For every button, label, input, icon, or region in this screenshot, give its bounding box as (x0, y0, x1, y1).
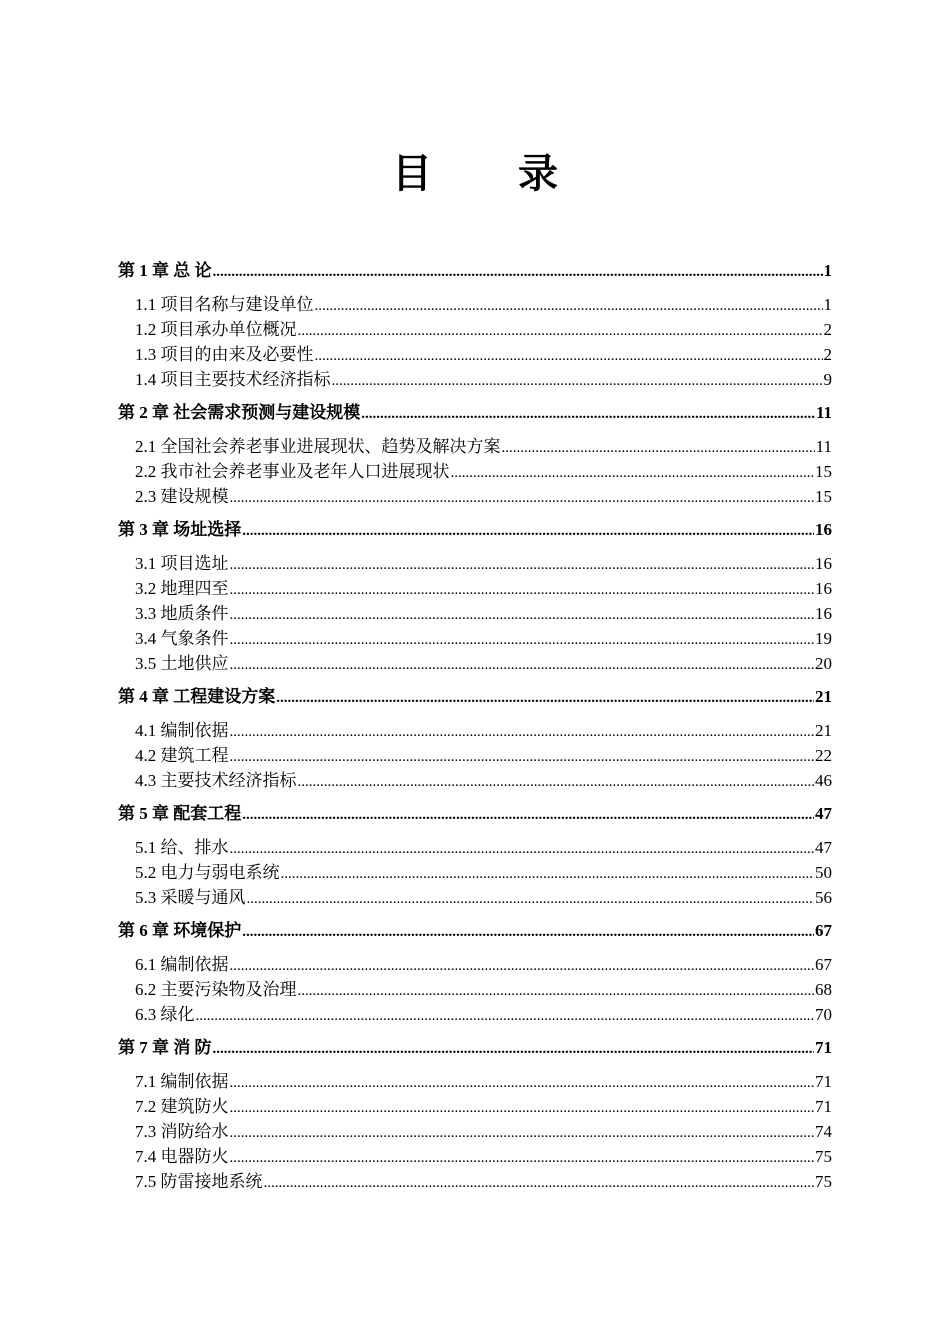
toc-section-page-number: 46 (815, 771, 832, 790)
toc-chapter-label: 第 1 章 总 论 (118, 261, 212, 280)
toc-spacer (118, 710, 832, 718)
toc-section-page-number: 9 (823, 370, 832, 389)
toc-section-entry[interactable] (118, 952, 832, 977)
toc-leader-dots (361, 401, 815, 427)
toc-leader-dots (230, 578, 815, 603)
toc-leader-dots (276, 685, 814, 711)
toc-chapter-label: 第 7 章 消 防 (118, 1038, 212, 1057)
toc-spacer (118, 944, 832, 952)
toc-section-page-number: 20 (815, 654, 832, 673)
toc-chapter-page-number: 71 (815, 1038, 832, 1057)
toc-leader-dots (298, 319, 823, 344)
toc-leader-dots (451, 461, 815, 486)
toc-chapter-group (118, 684, 832, 793)
toc-section-label: 3.2 地理四至 (135, 579, 229, 598)
toc-leader-dots (230, 603, 815, 628)
toc-leader-dots (230, 837, 815, 862)
toc-leader-dots (230, 954, 815, 979)
toc-section-page-number: 19 (815, 629, 832, 648)
toc-chapter-page-number: 47 (815, 804, 832, 823)
toc-leader-dots (502, 436, 815, 461)
toc-section-entry[interactable] (118, 860, 832, 885)
toc-section-entry[interactable] (118, 317, 832, 342)
toc-section-page-number: 1 (823, 295, 832, 314)
toc-section-entry[interactable] (118, 367, 832, 392)
toc-chapter-entry[interactable] (118, 258, 832, 284)
toc-leader-dots (230, 553, 815, 578)
toc-section-entry[interactable] (118, 1119, 832, 1144)
toc-leader-dots (213, 259, 823, 285)
toc-section-page-number: 56 (815, 888, 832, 907)
toc-section-page-number: 22 (815, 746, 832, 765)
toc-leader-dots (298, 770, 815, 795)
toc-leader-dots (230, 1146, 815, 1171)
toc-section-entry[interactable] (118, 977, 832, 1002)
toc-leader-dots (230, 1121, 815, 1146)
toc-section-entry[interactable] (118, 601, 832, 626)
toc-section-label: 4.3 主要技术经济指标 (135, 771, 297, 790)
toc-leader-dots (230, 720, 815, 745)
toc-section-label: 2.2 我市社会养老事业及老年人口进展现状 (135, 462, 450, 481)
toc-section-label: 5.3 采暖与通风 (135, 888, 246, 907)
toc-section-entry[interactable] (118, 459, 832, 484)
toc-leader-dots (230, 745, 815, 770)
toc-leader-dots (242, 919, 814, 945)
toc-leader-dots (315, 294, 823, 319)
toc-section-label: 6.1 编制依据 (135, 955, 229, 974)
toc-leader-dots (281, 862, 815, 887)
toc-section-label: 4.2 建筑工程 (135, 746, 229, 765)
toc-chapter-entry[interactable] (118, 801, 832, 827)
toc-section-page-number: 16 (815, 579, 832, 598)
toc-section-page-number: 21 (815, 721, 832, 740)
toc-leader-dots (315, 344, 823, 369)
toc-section-entry[interactable] (118, 551, 832, 576)
toc-leader-dots (230, 1096, 815, 1121)
toc-leader-dots (242, 518, 814, 544)
toc-section-entry[interactable] (118, 576, 832, 601)
toc-section-label: 4.1 编制依据 (135, 721, 229, 740)
toc-chapter-entry[interactable] (118, 918, 832, 944)
toc-section-label: 3.5 土地供应 (135, 654, 229, 673)
toc-section-entry[interactable] (118, 743, 832, 768)
toc-chapter-label: 第 2 章 社会需求预测与建设规模 (118, 403, 361, 422)
toc-section-page-number: 70 (815, 1005, 832, 1024)
toc-section-entry[interactable] (118, 1069, 832, 1094)
toc-chapter-entry[interactable] (118, 1035, 832, 1061)
toc-spacer (118, 543, 832, 551)
toc-spacer (118, 1061, 832, 1069)
toc-section-label: 7.1 编制依据 (135, 1072, 229, 1091)
toc-leader-dots (264, 1171, 815, 1196)
toc-section-page-number: 50 (815, 863, 832, 882)
toc-section-label: 1.1 项目名称与建设单位 (135, 295, 314, 314)
toc-section-label: 6.3 绿化 (135, 1005, 195, 1024)
toc-section-page-number: 15 (815, 462, 832, 481)
toc-chapter-entry[interactable] (118, 517, 832, 543)
toc-leader-dots (298, 979, 815, 1004)
toc-section-entry[interactable] (118, 342, 832, 367)
toc-chapter-group (118, 918, 832, 1027)
toc-chapter-page-number: 21 (815, 687, 832, 706)
toc-section-page-number: 71 (815, 1097, 832, 1116)
toc-chapter-label: 第 3 章 场址选择 (118, 520, 242, 539)
toc-chapter-page-number: 1 (823, 261, 832, 280)
toc-section-entry[interactable] (118, 768, 832, 793)
toc-section-entry[interactable] (118, 718, 832, 743)
toc-section-page-number: 47 (815, 838, 832, 857)
toc-chapter-entry[interactable] (118, 684, 832, 710)
toc-chapter-entry[interactable] (118, 400, 832, 426)
toc-leader-dots (196, 1004, 815, 1029)
toc-section-label: 7.3 消防给水 (135, 1122, 229, 1141)
toc-chapter-page-number: 16 (815, 520, 832, 539)
toc-chapter-group (118, 517, 832, 676)
toc-section-entry[interactable] (118, 626, 832, 651)
toc-section-label: 5.1 给、排水 (135, 838, 229, 857)
toc-section-entry[interactable] (118, 1094, 832, 1119)
toc-section-page-number: 75 (815, 1147, 832, 1166)
toc-spacer (118, 426, 832, 434)
toc-section-label: 7.5 防雷接地系统 (135, 1172, 263, 1191)
toc-section-label: 2.1 全国社会养老事业进展现状、趋势及解决方案 (135, 437, 501, 456)
toc-chapter-label: 第 4 章 工程建设方案 (118, 687, 276, 706)
toc-section-page-number: 67 (815, 955, 832, 974)
toc-chapter-group (118, 400, 832, 509)
toc-section-label: 1.3 项目的由来及必要性 (135, 345, 314, 364)
toc-section-page-number: 2 (823, 320, 832, 339)
toc-section-label: 3.4 气象条件 (135, 629, 229, 648)
toc-section-page-number: 71 (815, 1072, 832, 1091)
toc-section-page-number: 2 (823, 345, 832, 364)
toc-section-entry[interactable] (118, 885, 832, 910)
toc-chapter-group (118, 258, 832, 392)
toc-chapter-label: 第 5 章 配套工程 (118, 804, 242, 823)
toc-leader-dots (247, 887, 815, 912)
toc-leader-dots (230, 628, 815, 653)
toc-chapter-page-number: 67 (815, 921, 832, 940)
toc-section-entry[interactable] (118, 651, 832, 676)
toc-section-label: 3.1 项目选址 (135, 554, 229, 573)
page-title: 目 录 (392, 151, 594, 197)
toc-section-entry[interactable] (118, 1144, 832, 1169)
toc-section-label: 7.4 电器防火 (135, 1147, 229, 1166)
toc-section-label: 5.2 电力与弱电系统 (135, 863, 280, 882)
toc-section-label: 6.2 主要污染物及治理 (135, 980, 297, 999)
toc-section-label: 1.2 项目承办单位概况 (135, 320, 297, 339)
toc-section-page-number: 75 (815, 1172, 832, 1191)
toc-leader-dots (230, 653, 815, 678)
toc-spacer (118, 284, 832, 292)
toc-section-entry[interactable] (118, 292, 832, 317)
toc-section-entry[interactable] (118, 484, 832, 509)
toc-section-entry[interactable] (118, 434, 832, 459)
toc-section-page-number: 74 (815, 1122, 832, 1141)
toc-leader-dots (213, 1036, 815, 1062)
toc-section-label: 7.2 建筑防火 (135, 1097, 229, 1116)
toc-section-entry[interactable] (118, 1169, 832, 1194)
toc-leader-dots (242, 802, 814, 828)
toc-leader-dots (230, 486, 815, 511)
toc-section-page-number: 15 (815, 487, 832, 506)
toc-section-label: 2.3 建设规模 (135, 487, 229, 506)
toc-section-label: 1.4 项目主要技术经济指标 (135, 370, 331, 389)
toc-spacer (118, 827, 832, 835)
toc-section-page-number: 16 (815, 554, 832, 573)
toc-chapter-group (118, 801, 832, 910)
toc-leader-dots (230, 1071, 815, 1096)
toc-chapter-label: 第 6 章 环境保护 (118, 921, 242, 940)
toc-section-entry[interactable] (118, 1002, 832, 1027)
toc-section-page-number: 11 (815, 437, 832, 456)
toc-section-page-number: 16 (815, 604, 832, 623)
toc-leader-dots (332, 369, 823, 394)
toc-chapter-page-number: 11 (815, 403, 832, 422)
toc-chapter-group (118, 1035, 832, 1194)
toc-section-entry[interactable] (118, 835, 832, 860)
toc-section-page-number: 68 (815, 980, 832, 999)
toc-section-label: 3.3 地质条件 (135, 604, 229, 623)
table-of-contents (118, 258, 832, 1202)
